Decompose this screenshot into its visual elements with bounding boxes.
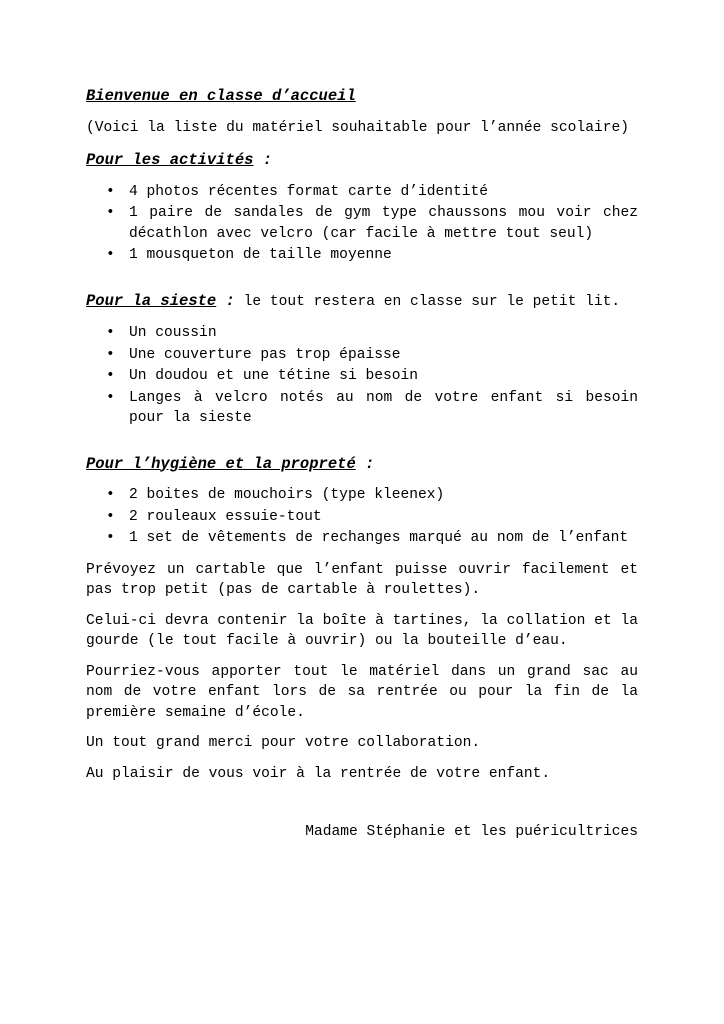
- list-item-text: 2 rouleaux essuie-tout: [129, 508, 322, 525]
- bullet-icon: •: [106, 487, 115, 503]
- list-item: [86, 485, 638, 506]
- bullet-icon: •: [106, 389, 115, 406]
- list-item-text: 1 paire de sandales de gym type chaussons mou voir chez décathlon avec velcro (car facile à mettre tout seul): [129, 205, 638, 242]
- document-title: Bienvenue en classe d’accueil: [86, 87, 356, 105]
- list-hygiene: [86, 485, 638, 549]
- list-item: [86, 323, 638, 344]
- list-item: [86, 345, 638, 366]
- list-item-text: Un coussin: [129, 325, 217, 341]
- list-activites: [86, 182, 638, 266]
- list-item: [86, 366, 638, 387]
- bullet-icon: •: [106, 508, 115, 525]
- list-item: [86, 507, 638, 528]
- list-item: [86, 528, 638, 549]
- paragraph-cartable: Prévoyez un cartable que l’enfant puisse ouvrir facilement et pas trop petit (pas de cartable à roulettes).: [86, 561, 638, 598]
- list-item: [86, 388, 638, 429]
- bullet-icon: •: [106, 325, 115, 341]
- list-sieste: [86, 323, 638, 429]
- intro-text: (Voici la liste du matériel souhaitable pour l’année scolaire): [86, 119, 629, 136]
- signature: Madame Stéphanie et les puéricultrices: [305, 824, 638, 840]
- bullet-icon: •: [106, 530, 115, 546]
- paragraph-contenu: Celui-ci devra contenir la boîte à tartines, la collation et la gourde (le tout facile à ouvrir) ou la bouteille d’eau.: [86, 612, 638, 649]
- document-body: [86, 86, 638, 843]
- bullet-icon: •: [106, 247, 115, 263]
- bullet-icon: •: [106, 346, 115, 363]
- section-heading-text: Pour l’hygiène et la propreté: [86, 454, 356, 473]
- list-item-text: 1 set de vêtements de rechanges marqué au nom de l’enfant: [129, 530, 629, 546]
- list-item-text: Une couverture pas trop épaisse: [129, 346, 401, 363]
- section-heading-hygiene: [86, 454, 638, 475]
- list-item: [86, 245, 638, 266]
- section-heading-colon: :: [216, 291, 235, 310]
- list-item: [86, 182, 638, 203]
- list-item-text: 1 mousqueton de taille moyenne: [129, 247, 392, 263]
- bullet-icon: •: [106, 368, 115, 384]
- paragraph-plaisir: Au plaisir de vous voir à la rentrée de votre enfant.: [86, 765, 551, 782]
- section-heading-activites: [86, 150, 638, 171]
- section-heading-sieste: [86, 291, 638, 313]
- list-item-text: 4 photos récentes format carte d’identité: [129, 183, 489, 200]
- bullet-icon: •: [106, 205, 115, 221]
- section-heading-colon: :: [355, 454, 375, 473]
- list-item-text: 2 boites de mouchoirs (type kleenex): [129, 487, 445, 503]
- list-item: [86, 203, 638, 244]
- bullet-icon: •: [106, 183, 115, 200]
- section-heading-note: le tout restera en classe sur le petit lit.: [234, 293, 621, 310]
- list-item-text: Un doudou et une tétine si besoin: [129, 368, 419, 384]
- paragraph-sac: Pourriez-vous apporter tout le matériel dans un grand sac au nom de votre enfant lors de sa rentrée ou pour la fin de la première semaine d’école.: [86, 663, 638, 721]
- section-heading-text: Pour les activités: [86, 151, 254, 169]
- section-heading-text: Pour la sieste: [86, 291, 217, 310]
- list-item-text: Langes à velcro notés au nom de votre enfant si besoin pour la sieste: [129, 389, 638, 426]
- paragraph-merci: Un tout grand merci pour votre collaboration.: [86, 735, 481, 751]
- section-heading-colon: :: [253, 151, 273, 169]
